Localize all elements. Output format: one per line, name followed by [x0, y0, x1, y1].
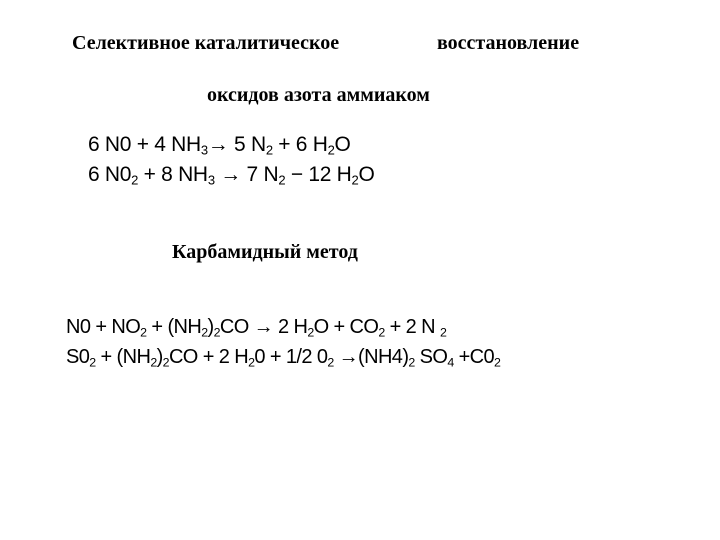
- title-line1-left: Селективное каталитическое: [72, 32, 340, 54]
- equation-so2-urea: [66, 346, 500, 369]
- formula-text: N0 + NO: [66, 316, 141, 338]
- formula-text: 0 + 1/2 0: [254, 346, 328, 368]
- subscript: 2: [378, 325, 385, 340]
- formula-text: O: [334, 133, 351, 156]
- subscript: 2: [307, 325, 314, 340]
- subscript: 2: [494, 355, 501, 370]
- subscript: 2: [327, 142, 335, 158]
- subscript: 2: [408, 355, 415, 370]
- subscript: 2: [162, 355, 169, 370]
- equation-no-no2-urea: [66, 316, 446, 339]
- subscript: 2: [351, 172, 359, 188]
- formula-text: → 5 N: [207, 133, 266, 156]
- subscript: 2: [201, 325, 208, 340]
- subscript: 2: [327, 355, 334, 370]
- subscript: 2: [213, 325, 220, 340]
- equation-no2-nh3: [88, 163, 374, 187]
- subscript: 2: [248, 355, 255, 370]
- formula-text: S0: [66, 346, 90, 368]
- formula-text: + (NH: [95, 346, 151, 368]
- formula-text: 6 N0: [88, 163, 132, 186]
- formula-text: ): [207, 316, 214, 338]
- formula-text: → 7 N: [214, 163, 279, 186]
- formula-text: + 6 H: [272, 133, 328, 156]
- formula-text: + 2 N: [384, 316, 440, 338]
- formula-text: O + CO: [313, 316, 379, 338]
- formula-text: 6 N0 + 4 NH: [88, 133, 201, 156]
- subscript: 2: [140, 325, 147, 340]
- formula-text: CO + 2 H: [168, 346, 249, 368]
- formula-text: O: [358, 163, 375, 186]
- subscript: 3: [200, 142, 208, 158]
- subscript: 2: [278, 172, 286, 188]
- section-heading-carbamide: Карбамидный метод: [172, 241, 358, 263]
- equation-no-nh3: [88, 133, 351, 157]
- formula-text: CO → 2 H: [219, 316, 308, 338]
- subscript: 2: [89, 355, 96, 370]
- formula-text: − 12 H: [285, 163, 352, 186]
- subscript: 2: [265, 142, 273, 158]
- subscript: 3: [207, 172, 215, 188]
- title-line2: оксидов азота аммиаком: [207, 84, 430, 106]
- formula-text: ): [156, 346, 163, 368]
- subscript: 2: [439, 325, 447, 340]
- subscript: 4: [447, 355, 454, 370]
- subscript: 2: [150, 355, 157, 370]
- title-line1-right: восстановление: [437, 32, 580, 54]
- formula-text: + (NH: [146, 316, 202, 338]
- formula-text: →(NH4): [333, 346, 409, 368]
- formula-text: + 8 NH: [138, 163, 208, 186]
- subscript: 2: [131, 172, 139, 188]
- formula-text: +C0: [453, 346, 495, 368]
- formula-text: SO: [414, 346, 448, 368]
